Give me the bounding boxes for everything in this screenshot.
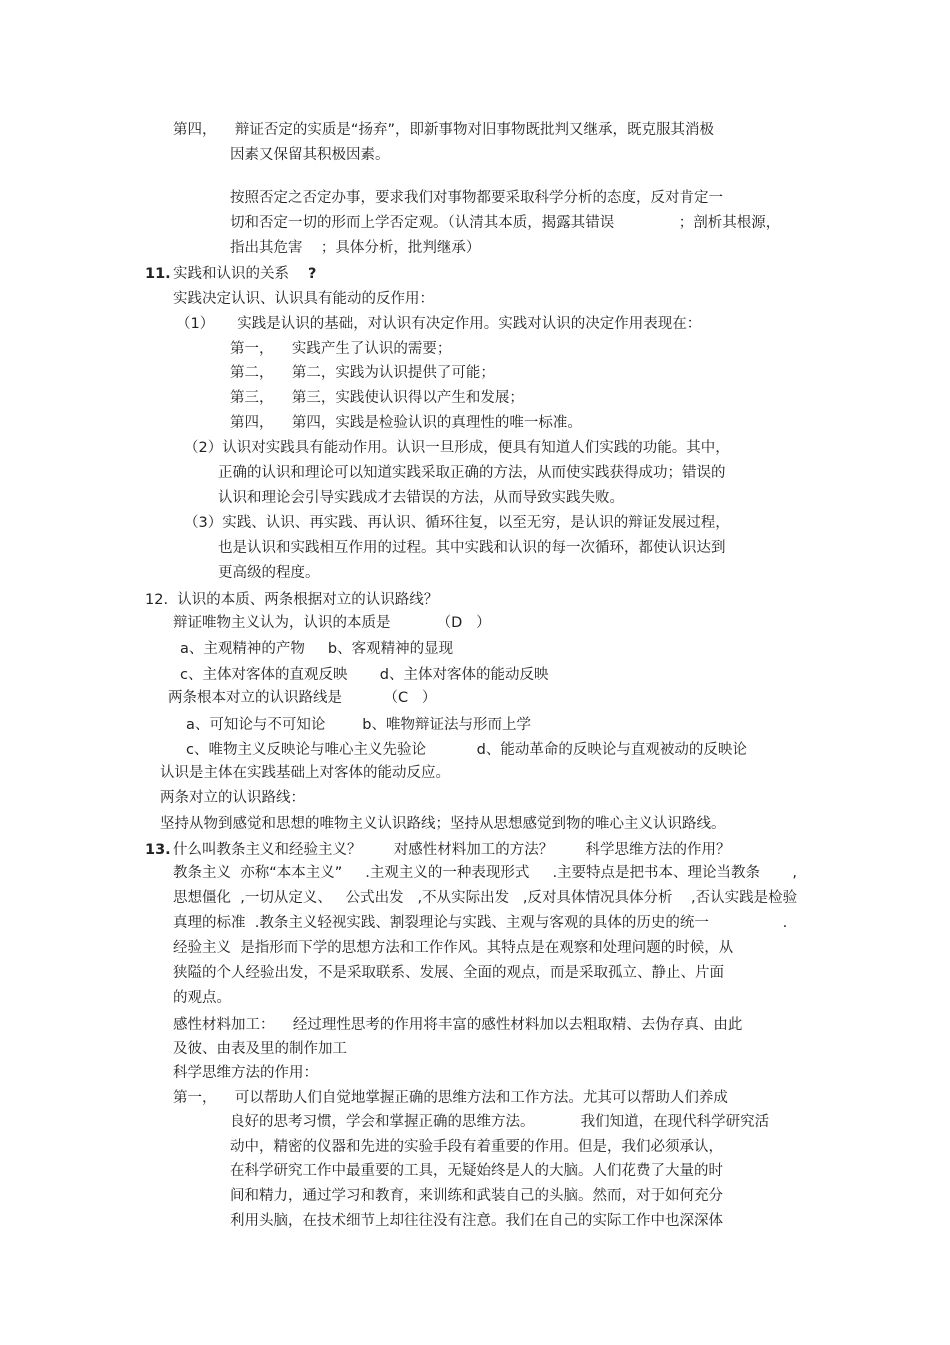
text-line: 第三， 第三，实践使认识得以产生和发展； bbox=[230, 390, 524, 406]
text-line: 思想僵化 ,一切从定义、 公式出发 ,不从实际出发 ,反对具体情况具体分析 ,否认实践是检验 bbox=[173, 890, 798, 906]
text-line: 狭隘的个人经验出发，不是采取联系、发展、全面的观点，而是采取孤立、静止、片面 bbox=[173, 965, 724, 981]
text-line: 认识是主体在实践基础上对客体的能动反应。 bbox=[160, 765, 450, 781]
option-line: c、主体对客体的直观反映 d、主体对客体的能动反映 bbox=[180, 667, 549, 683]
text-line: 第一， 实践产生了认识的需要； bbox=[230, 341, 452, 357]
option-line: a、可知论与不可知论 b、唯物辩证法与形而上学 bbox=[186, 717, 531, 733]
text-line: 更高级的程度。 bbox=[218, 565, 320, 581]
text-line: 及彼、由表及里的制作加工 bbox=[173, 1041, 347, 1057]
text-line: 在科学研究工作中最重要的工具，无疑始终是人的大脑。人们花费了大量的时 bbox=[230, 1163, 723, 1179]
question-number: 11. bbox=[145, 266, 171, 282]
question-number: 13. bbox=[145, 842, 171, 858]
question-heading: 什么叫教条主义和经验主义？ 对感性材料加工的方法？ 科学思维方法的作用？ bbox=[173, 842, 731, 858]
text-line: 按照否定之否定办事，要求我们对事物都要采取科学分析的态度，反对肯定一 bbox=[230, 190, 723, 206]
text-line: 认识和理论会引导实践成才去错误的方法，从而导致实践失败。 bbox=[218, 490, 624, 506]
question-heading: 实践和认识的关系 bbox=[173, 266, 289, 282]
text-line: 切和否定一切的形而上学否定观。（认清其本质，揭露其错误 ；剖析其根源， bbox=[230, 215, 781, 231]
text-line: 教条主义 亦称“本本主义” .主观主义的一种表现形式 .主要特点是把书本、理论当教条 , bbox=[173, 865, 797, 881]
text-line: 实践决定认识、认识具有能动的反作用： bbox=[173, 291, 434, 307]
text-line: （2）认识对实践具有能动作用。认识一旦形成，便具有知道人们实践的功能。其中， bbox=[184, 440, 730, 456]
text-line: 良好的思考习惯，学会和掌握正确的思维方法。 我们知道，在现代科学研究活 bbox=[230, 1114, 770, 1130]
text-line: 两条对立的认识路线： bbox=[160, 790, 305, 806]
text-line: 利用头脑，在技术细节上却往往没有注意。我们在自己的实际工作中也深深体 bbox=[230, 1213, 723, 1229]
question-heading: 12. 认识的本质、两条根据对立的认识路线？ bbox=[145, 592, 439, 608]
text-line: 因素又保留其积极因素。 bbox=[230, 147, 390, 163]
text-line: 指出其危害 ；具体分析，批判继承） bbox=[230, 240, 481, 256]
text-line: 第四， 第四，实践是检验认识的真理性的唯一标准。 bbox=[230, 415, 582, 431]
text-line: 感性材料加工： 经过理性思考的作用将丰富的感性材料加以去粗取精、去伪存真、由此 bbox=[173, 1017, 743, 1033]
option-line: c、唯物主义反映论与唯心主义先验论 d、能动革命的反映论与直观被动的反映论 bbox=[186, 742, 747, 758]
text-line: （1） 实践是认识的基础，对认识有决定作用。实践对认识的决定作用表现在： bbox=[176, 316, 702, 332]
text-line: 正确的认识和理论可以知道实践采取正确的方法，从而使实践获得成功；错误的 bbox=[218, 465, 726, 481]
text-line: 间和精力，通过学习和教育，来训练和武装自己的头脑。然而，对于如何充分 bbox=[230, 1188, 723, 1204]
option-line: a、主观精神的产物 b、客观精神的显现 bbox=[180, 641, 454, 657]
text-line: 也是认识和实践相互作用的过程。其中实践和认识的每一次循环，都使认识达到 bbox=[218, 540, 726, 556]
text-line: 科学思维方法的作用： bbox=[173, 1065, 318, 1081]
text-line: 真理的标准 .教条主义轻视实践、割裂理论与实践、主观与客观的具体的历史的统一 . bbox=[173, 915, 788, 931]
text-line: 第四， 辩证否定的实质是“扬弃”，即新事物对旧事物既批判又继承，既克服其消极 bbox=[173, 122, 714, 138]
text-line: （3）实践、认识、再实践、再认识、循环往复，以至无穷，是认识的辩证发展过程， bbox=[184, 515, 730, 531]
text-line: 的观点。 bbox=[173, 990, 231, 1006]
text-line: 坚持从物到感觉和思想的唯物主义认识路线；坚持从思想感觉到物的唯心主义认识路线。 bbox=[160, 816, 726, 832]
text-line: 第一， 可以帮助人们自觉地掌握正确的思维方法和工作方法。尤其可以帮助人们养成 bbox=[173, 1090, 728, 1106]
text-line: 辩证唯物主义认为，认识的本质是 （D ） bbox=[173, 615, 491, 631]
text-line: 动中，精密的仪器和先进的实验手段有着重要的作用。但是，我们必须承认， bbox=[230, 1139, 723, 1155]
text-line: 经验主义 是指形而下学的思想方法和工作作风。其特点是在观察和处理问题的时候，从 bbox=[173, 940, 734, 956]
question-mark: ? bbox=[308, 266, 317, 282]
text-line: 两条根本对立的认识路线是 （C ） bbox=[168, 690, 437, 706]
text-line: 第二， 第二，实践为认识提供了可能； bbox=[230, 365, 495, 381]
